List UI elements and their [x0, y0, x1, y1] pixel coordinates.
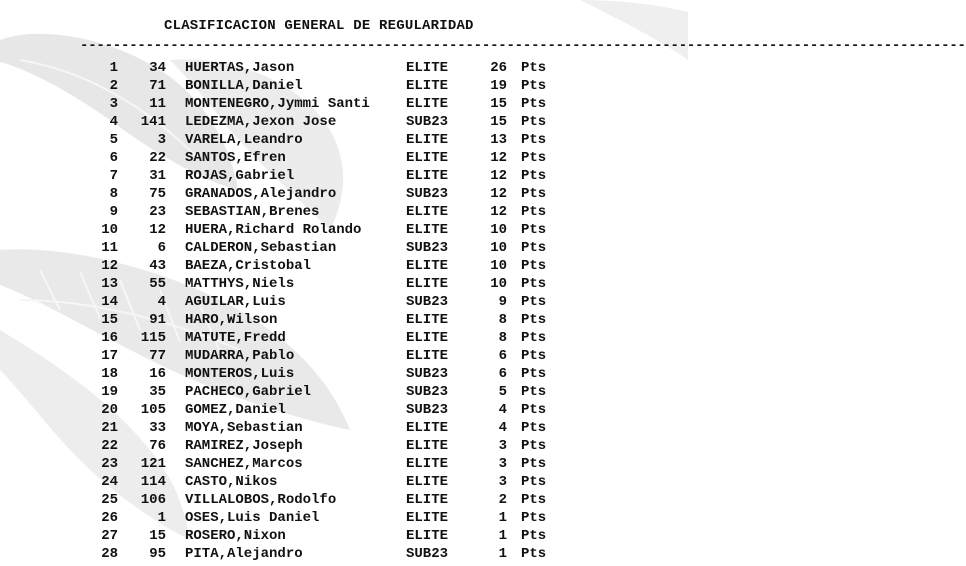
position-cell: 17 [101, 348, 118, 364]
bib-number-cell: 95 [149, 546, 166, 562]
position-cell: 7 [109, 168, 118, 184]
points-cell: 4 [498, 402, 507, 418]
position-cell: 20 [101, 402, 118, 418]
category-cell: ELITE [406, 330, 449, 346]
points-cell: 9 [498, 294, 507, 310]
bib-number-cell: 43 [149, 258, 166, 274]
points-unit-cell: Pts [521, 204, 547, 220]
position-cell: 21 [101, 420, 118, 436]
position-cell: 2 [109, 78, 118, 94]
bib-number-cell: 34 [149, 60, 166, 76]
points-unit-cell: Pts [521, 78, 547, 94]
position-cell: 24 [101, 474, 118, 490]
points-cell: 12 [490, 186, 507, 202]
points-cell: 4 [498, 420, 507, 436]
points-unit-cell: Pts [521, 258, 547, 274]
bib-number-cell: 106 [140, 492, 166, 508]
points-unit-cell: Pts [521, 132, 547, 148]
position-cell: 15 [101, 312, 118, 328]
category-cell: ELITE [406, 204, 449, 220]
position-cell: 18 [101, 366, 118, 382]
rider-name-cell: VILLALOBOS,Rodolfo [185, 492, 337, 508]
table-row [0, 131, 688, 149]
bib-number-cell: 31 [149, 168, 166, 184]
rider-name-cell: HUERTAS,Jason [185, 60, 295, 76]
points-cell: 6 [498, 348, 507, 364]
category-cell: SUB23 [406, 384, 449, 400]
position-cell: 3 [109, 96, 118, 112]
points-unit-cell: Pts [521, 168, 547, 184]
position-cell: 9 [109, 204, 118, 220]
category-cell: ELITE [406, 528, 449, 544]
position-cell: 8 [109, 186, 118, 202]
category-cell: ELITE [406, 132, 449, 148]
points-cell: 8 [498, 312, 507, 328]
rider-name-cell: MUDARRA,Pablo [185, 348, 295, 364]
category-cell: ELITE [406, 168, 449, 184]
rider-name-cell: GRANADOS,Alejandro [185, 186, 337, 202]
category-cell: SUB23 [406, 402, 449, 418]
points-unit-cell: Pts [521, 312, 547, 328]
category-cell: ELITE [406, 456, 449, 472]
rider-name-cell: SANCHEZ,Marcos [185, 456, 303, 472]
position-cell: 25 [101, 492, 118, 508]
position-cell: 27 [101, 528, 118, 544]
points-unit-cell: Pts [521, 456, 547, 472]
table-row [0, 203, 688, 221]
rider-name-cell: LEDEZMA,Jexon Jose [185, 114, 337, 130]
bib-number-cell: 1 [157, 510, 166, 526]
position-cell: 16 [101, 330, 118, 346]
table-row [0, 329, 688, 347]
table-row [0, 365, 688, 383]
category-cell: ELITE [406, 78, 449, 94]
table-row [0, 113, 688, 131]
bib-number-cell: 4 [157, 294, 166, 310]
position-cell: 10 [101, 222, 118, 238]
category-cell: ELITE [406, 96, 449, 112]
bib-number-cell: 75 [149, 186, 166, 202]
bib-number-cell: 55 [149, 276, 166, 292]
position-cell: 5 [109, 132, 118, 148]
points-cell: 1 [498, 546, 507, 562]
category-cell: ELITE [406, 474, 449, 490]
position-cell: 14 [101, 294, 118, 310]
points-unit-cell: Pts [521, 276, 547, 292]
points-unit-cell: Pts [521, 402, 547, 418]
category-cell: ELITE [406, 348, 449, 364]
bib-number-cell: 141 [140, 114, 166, 130]
table-row [0, 293, 688, 311]
rider-name-cell: BONILLA,Daniel [185, 78, 303, 94]
position-cell: 22 [101, 438, 118, 454]
bib-number-cell: 71 [149, 78, 166, 94]
table-row [0, 437, 688, 455]
points-cell: 15 [490, 96, 507, 112]
rider-name-cell: MATUTE,Fredd [185, 330, 286, 346]
table-row [0, 383, 688, 401]
table-row [0, 275, 688, 293]
points-unit-cell: Pts [521, 186, 547, 202]
points-cell: 26 [490, 60, 507, 76]
points-cell: 6 [498, 366, 507, 382]
rider-name-cell: AGUILAR,Luis [185, 294, 286, 310]
category-cell: ELITE [406, 492, 449, 508]
category-cell: ELITE [406, 150, 449, 166]
points-unit-cell: Pts [521, 330, 547, 346]
points-unit-cell: Pts [521, 546, 547, 562]
category-cell: SUB23 [406, 114, 449, 130]
bib-number-cell: 76 [149, 438, 166, 454]
bib-number-cell: 22 [149, 150, 166, 166]
category-cell: ELITE [406, 312, 449, 328]
points-cell: 3 [498, 456, 507, 472]
bib-number-cell: 35 [149, 384, 166, 400]
table-row [0, 257, 688, 275]
category-cell: SUB23 [406, 366, 449, 382]
table-row [0, 59, 688, 77]
points-cell: 12 [490, 168, 507, 184]
rider-name-cell: SANTOS,Efren [185, 150, 286, 166]
rider-name-cell: HUERA,Richard Rolando [185, 222, 362, 238]
position-cell: 12 [101, 258, 118, 274]
classification-table [0, 59, 688, 563]
category-cell: SUB23 [406, 186, 449, 202]
table-row [0, 239, 688, 257]
category-cell: ELITE [406, 438, 449, 454]
table-row [0, 419, 688, 437]
bib-number-cell: 3 [157, 132, 166, 148]
bib-number-cell: 6 [157, 240, 166, 256]
points-cell: 10 [490, 240, 507, 256]
table-row [0, 455, 688, 473]
rider-name-cell: MOYA,Sebastian [185, 420, 303, 436]
dashed-separator: ------------------------------------------------------------------------------------------------------------ [80, 38, 966, 54]
table-row [0, 77, 688, 95]
category-cell: ELITE [406, 276, 449, 292]
points-unit-cell: Pts [521, 348, 547, 364]
points-unit-cell: Pts [521, 240, 547, 256]
points-unit-cell: Pts [521, 96, 547, 112]
points-cell: 10 [490, 276, 507, 292]
position-cell: 13 [101, 276, 118, 292]
points-unit-cell: Pts [521, 60, 547, 76]
points-unit-cell: Pts [521, 366, 547, 382]
table-row [0, 347, 688, 365]
table-row [0, 401, 688, 419]
rider-name-cell: GOMEZ,Daniel [185, 402, 286, 418]
rider-name-cell: MONTEROS,Luis [185, 366, 295, 382]
table-row [0, 311, 688, 329]
rider-name-cell: PITA,Alejandro [185, 546, 303, 562]
rider-name-cell: HARO,Wilson [185, 312, 278, 328]
bib-number-cell: 91 [149, 312, 166, 328]
bib-number-cell: 77 [149, 348, 166, 364]
position-cell: 11 [101, 240, 118, 256]
table-row [0, 167, 688, 185]
points-cell: 10 [490, 222, 507, 238]
position-cell: 28 [101, 546, 118, 562]
bib-number-cell: 11 [149, 96, 166, 112]
points-cell: 10 [490, 258, 507, 274]
points-unit-cell: Pts [521, 510, 547, 526]
table-row [0, 545, 688, 563]
points-unit-cell: Pts [521, 438, 547, 454]
position-cell: 6 [109, 150, 118, 166]
rider-name-cell: PACHECO,Gabriel [185, 384, 312, 400]
bib-number-cell: 114 [140, 474, 166, 490]
table-row [0, 509, 688, 527]
table-row [0, 473, 688, 491]
points-cell: 3 [498, 438, 507, 454]
points-cell: 1 [498, 528, 507, 544]
points-cell: 1 [498, 510, 507, 526]
rider-name-cell: ROJAS,Gabriel [185, 168, 295, 184]
rider-name-cell: CALDERON,Sebastian [185, 240, 337, 256]
bib-number-cell: 33 [149, 420, 166, 436]
points-unit-cell: Pts [521, 384, 547, 400]
category-cell: ELITE [406, 510, 449, 526]
points-unit-cell: Pts [521, 114, 547, 130]
points-unit-cell: Pts [521, 474, 547, 490]
points-cell: 2 [498, 492, 507, 508]
bib-number-cell: 15 [149, 528, 166, 544]
position-cell: 1 [109, 60, 118, 76]
table-row [0, 149, 688, 167]
rider-name-cell: SEBASTIAN,Brenes [185, 204, 320, 220]
rider-name-cell: VARELA,Leandro [185, 132, 303, 148]
points-cell: 8 [498, 330, 507, 346]
rider-name-cell: BAEZA,Cristobal [185, 258, 312, 274]
rider-name-cell: CASTO,Nikos [185, 474, 278, 490]
category-cell: ELITE [406, 420, 449, 436]
rider-name-cell: MATTHYS,Niels [185, 276, 295, 292]
points-cell: 5 [498, 384, 507, 400]
bib-number-cell: 121 [140, 456, 166, 472]
bib-number-cell: 16 [149, 366, 166, 382]
table-row [0, 95, 688, 113]
position-cell: 19 [101, 384, 118, 400]
points-unit-cell: Pts [521, 492, 547, 508]
points-unit-cell: Pts [521, 420, 547, 436]
table-row [0, 185, 688, 203]
points-cell: 12 [490, 150, 507, 166]
category-cell: ELITE [406, 222, 449, 238]
bib-number-cell: 105 [140, 402, 166, 418]
table-row [0, 527, 688, 545]
category-cell: ELITE [406, 60, 449, 76]
position-cell: 4 [109, 114, 118, 130]
rider-name-cell: ROSERO,Nixon [185, 528, 286, 544]
points-unit-cell: Pts [521, 528, 547, 544]
points-cell: 3 [498, 474, 507, 490]
points-unit-cell: Pts [521, 294, 547, 310]
rider-name-cell: MONTENEGRO,Jymmi Santi [185, 96, 370, 112]
category-cell: SUB23 [406, 294, 449, 310]
category-cell: SUB23 [406, 546, 449, 562]
points-cell: 12 [490, 204, 507, 220]
bib-number-cell: 12 [149, 222, 166, 238]
points-cell: 19 [490, 78, 507, 94]
points-cell: 15 [490, 114, 507, 130]
points-unit-cell: Pts [521, 222, 547, 238]
points-cell: 13 [490, 132, 507, 148]
rider-name-cell: OSES,Luis Daniel [185, 510, 320, 526]
position-cell: 23 [101, 456, 118, 472]
category-cell: SUB23 [406, 240, 449, 256]
bib-number-cell: 115 [140, 330, 166, 346]
page-title: CLASIFICACION GENERAL DE REGULARIDAD [164, 18, 474, 34]
category-cell: ELITE [406, 258, 449, 274]
bib-number-cell: 23 [149, 204, 166, 220]
points-unit-cell: Pts [521, 150, 547, 166]
rider-name-cell: RAMIREZ,Joseph [185, 438, 303, 454]
table-row [0, 221, 688, 239]
position-cell: 26 [101, 510, 118, 526]
table-row [0, 491, 688, 509]
